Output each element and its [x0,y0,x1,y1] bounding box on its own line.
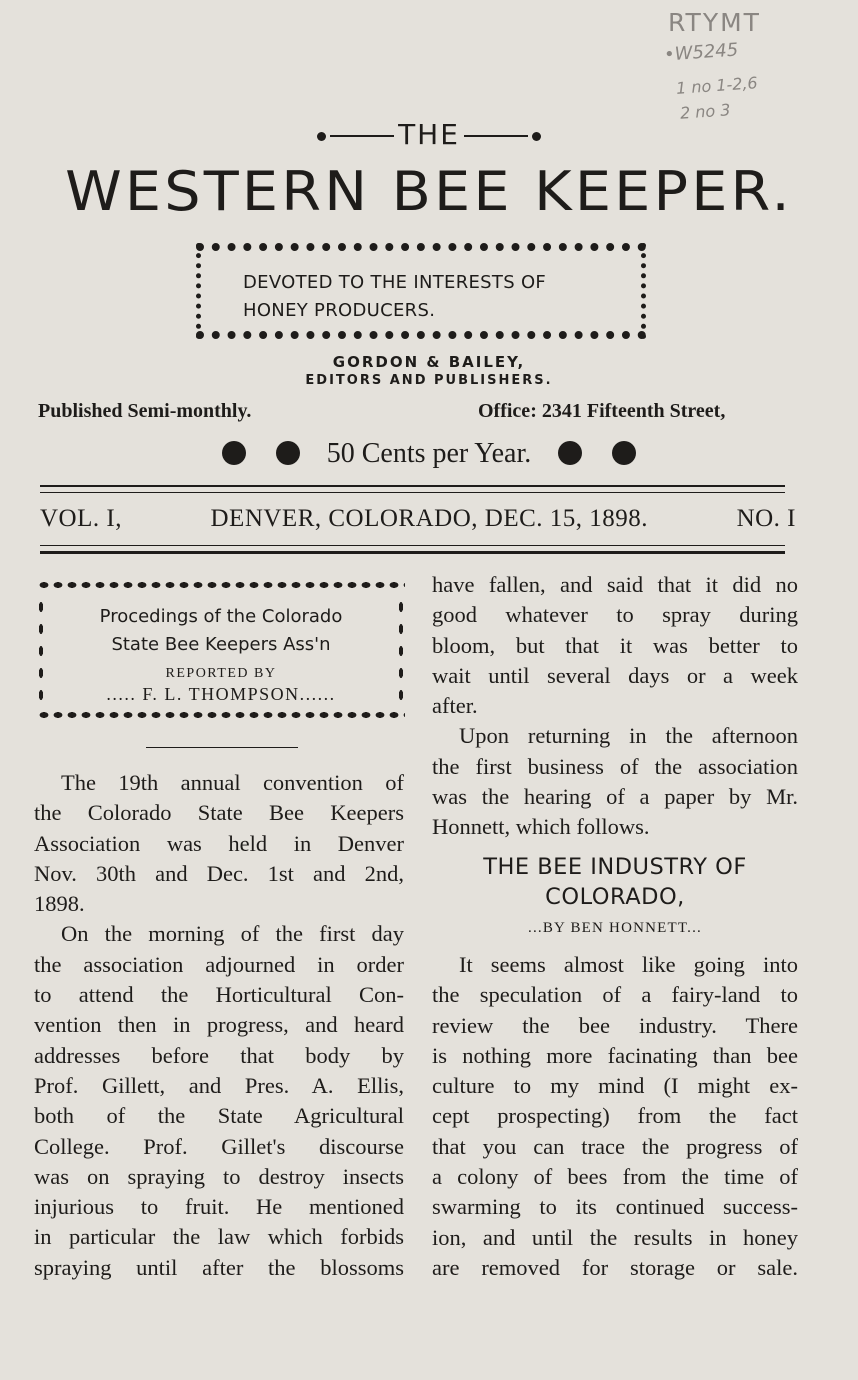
text-line: after. [432,693,478,719]
paragraph-line [34,950,404,980]
text-line: Nov. 30th and Dec. 1st and 2nd, [34,860,404,886]
text-line: are removed for storage or sale. [432,1254,798,1280]
text-line: wait until several days or a week [432,662,798,688]
paragraph-line [432,570,798,600]
paragraph-line [432,1223,798,1253]
text-line: the first business of the association [432,753,798,779]
paragraph-line [432,980,798,1010]
paragraph-line [432,1011,798,1041]
paragraph-line [432,782,798,812]
place-date: DENVER, COLORADO, DEC. 15, 1898. [210,505,649,532]
text-line: The 19th annual convention of [61,770,404,795]
text-line: vention then in progress, and heard [34,1012,404,1038]
reported-by: REPORTED BY [165,666,277,681]
paragraph-line [432,1041,798,1071]
text-line: Association was held in Denver [34,830,404,856]
divider-rule [40,492,785,493]
text-line: the Colorado State Bee Keepers [34,800,404,826]
motto [243,269,546,325]
paragraph-line [34,1132,404,1162]
motto-line-1: DEVOTED TO THE INTERESTS OF [243,272,547,293]
text-line: was on spraying to destroy insects [34,1163,404,1189]
text-line: bloom, but that it was better to [432,632,798,658]
volume: VOL. I, [40,505,122,532]
article-title-line-2: State Bee Keepers Ass'n [111,634,331,655]
column-right-bottom [432,950,798,1283]
paragraph-line [432,631,798,661]
masthead-the [0,118,858,151]
chain-ornament-top [37,580,405,590]
office-address: Office: 2341 Fifteenth Street, [478,400,726,422]
paragraph-line [432,1101,798,1131]
text-line: was the hearing of a paper by Mr. [432,784,798,810]
dash-ornament-right [464,135,528,137]
paragraph [432,950,798,980]
the-word: THE [398,118,460,151]
paragraph-line [432,1132,798,1162]
column-right-top [432,570,798,843]
text-line: It seems almost like going into [459,952,798,977]
text-line: swarming to its continued success- [432,1194,798,1220]
chain-ornament-bottom [37,710,405,720]
paragraph-line [432,1253,798,1283]
publication-frequency: Published Semi-monthly. [38,400,252,422]
text-line: injurious to fruit. He mentioned [34,1194,404,1220]
bullet-icon [222,441,246,465]
dot-ornament-right [532,132,541,141]
divider-rule [40,545,785,546]
paragraph-line [432,1162,798,1192]
text-line: cept prospecting) from the fact [432,1103,798,1129]
text-line: good whatever to spray during [432,602,798,628]
pencil-note-2: •W5245 [663,39,739,66]
editors-role: EDITORS AND PUBLISHERS. [305,373,553,388]
paragraph-line [34,980,404,1010]
reporter-name: ..... F. L. THOMPSON...... [106,684,336,704]
paragraph [34,919,404,949]
text-line: On the morning of the first day [61,921,404,947]
divider-rule [40,485,785,487]
dash-ornament-left [330,135,394,137]
pencil-note-4: 2 no 3 [679,100,732,123]
text-line: to attend the Horticultural Con- [34,982,404,1008]
bullet-icon [558,441,582,465]
issue-number: NO. I [736,505,796,532]
paragraph-line [34,1192,404,1222]
text-line: is nothing more facinating than bee [432,1042,798,1068]
paragraph-line [34,1041,404,1071]
section-title-line-2: COLORADO, [545,884,685,910]
paragraph-line [432,691,798,721]
text-line: Prof. Gillett, and Pres. A. Ellis, [34,1072,404,1098]
paragraph-line [34,859,404,889]
text-line: Upon returning in the afternoon [459,723,798,749]
paragraph-line [432,752,798,782]
text-line: the association adjourned in order [34,951,404,977]
paragraph-line [34,1222,404,1252]
price-line [0,438,858,470]
paragraph [34,768,404,798]
text-line: College. Prof. Gillet's discourse [34,1133,404,1159]
paragraph-line [34,1253,404,1283]
paragraph-line [34,1101,404,1131]
editors-names: GORDON & BAILEY, [332,353,526,371]
motto-line-2: HONEY PRODUCERS. [243,300,436,321]
article-title-line-1: Procedings of the Colorado [99,606,343,627]
text-line: that you can trace the progress of [432,1133,798,1159]
text-line: Honnett, which follows. [432,814,650,840]
bullet-icon [612,441,636,465]
bullet-icon [276,441,300,465]
pencil-note-3: 1 no 1-2,6 [675,73,759,98]
text-line: have fallen, and said that it did no [432,572,798,597]
text-line: addresses before that body by [34,1042,404,1068]
short-divider [146,747,298,748]
paragraph-line [432,600,798,630]
paragraph [432,721,798,751]
text-line: a colony of bees from the time of [432,1164,798,1190]
text-line: review the bee industry. There [432,1012,798,1038]
text-line: in particular the law which forbids [34,1224,404,1250]
text-line: the speculation of a fairy-land to [432,982,798,1008]
paragraph-line [34,889,404,919]
paragraph-line [34,1162,404,1192]
text-line: both of the State Agricultural [34,1103,404,1129]
divider-rule [40,551,785,554]
text-line: spraying until after the blossoms [34,1254,404,1280]
paragraph-line [432,812,798,842]
text-line: culture to my mind (I might ex- [432,1073,798,1099]
pencil-note-1: RTYMT [668,8,761,37]
newspaper-title: WESTERN BEE KEEPER. [65,160,793,223]
issue-line [40,505,796,533]
text-line: 1898. [34,891,85,917]
paragraph-line [34,1010,404,1040]
paragraph-line [34,1071,404,1101]
paragraph-line [34,829,404,859]
section-title-line-1: THE BEE INDUSTRY OF [483,854,747,880]
paragraph-line [432,1192,798,1222]
paragraph-line [432,661,798,691]
text-line: ion, and until the results in honey [432,1224,798,1250]
paragraph-line [34,798,404,828]
subscription-price: 50 Cents per Year. [326,438,532,469]
section-title [432,852,798,912]
dot-ornament-left [317,132,326,141]
column-left [34,768,404,1283]
paragraph-line [432,1071,798,1101]
byline: ...BY BEN HONNETT... [528,920,702,936]
